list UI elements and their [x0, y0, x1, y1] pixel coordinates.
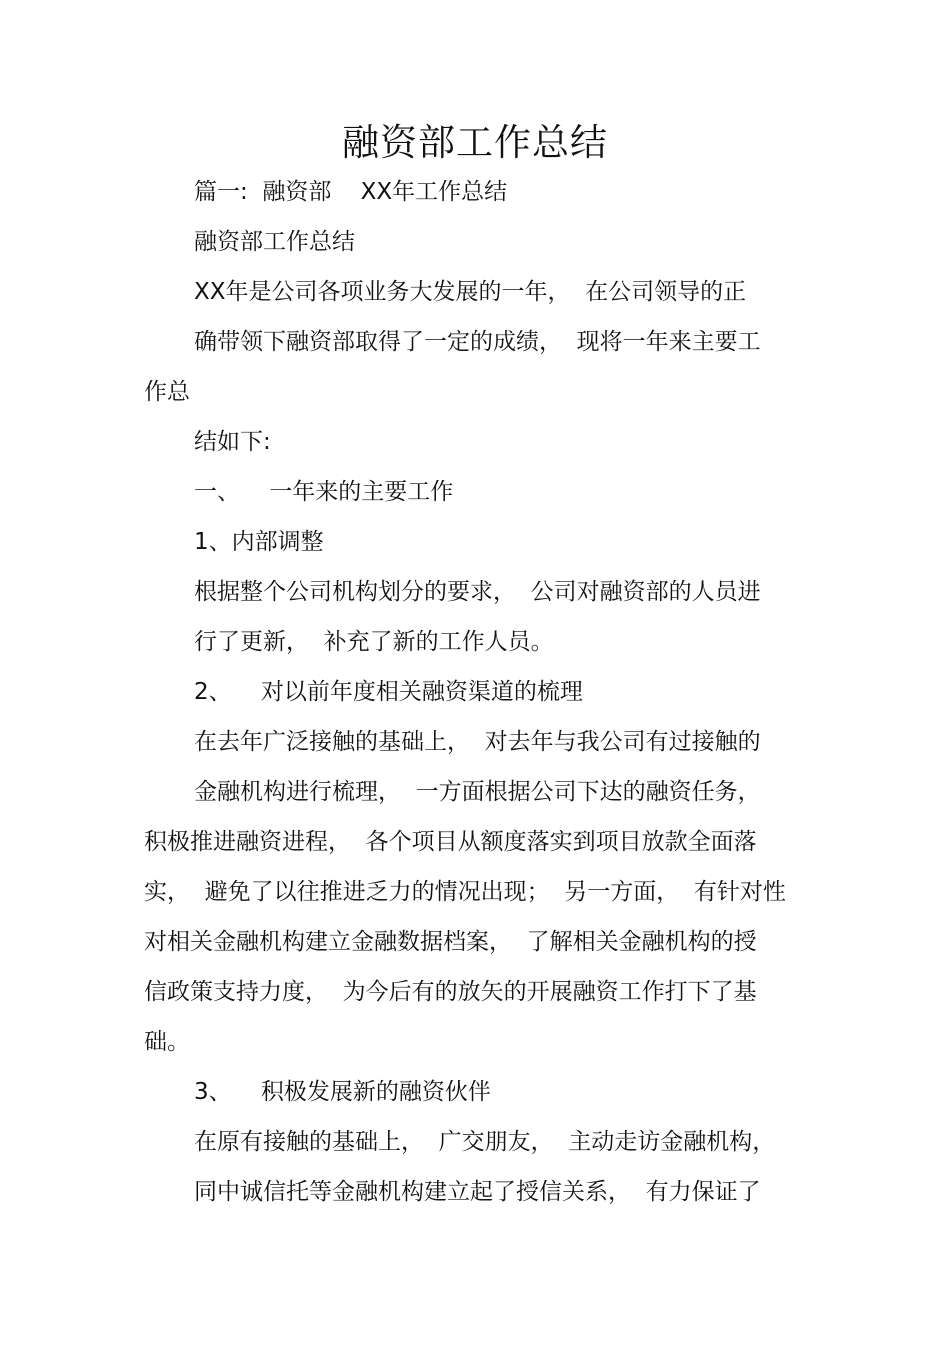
paragraph-line-9: 根据整个公司机构划分的要求， 公司对融资部的人员进 — [194, 579, 761, 605]
paragraph-line-6: 结如下: — [194, 429, 271, 455]
paragraph-line-15: 实， 避免了以往推进乏力的情况出现； 另一方面， 有针对性 — [144, 879, 786, 905]
paragraph-line-13: 金融机构进行梳理， 一方面根据公司下达的融资任务， — [194, 779, 761, 805]
paragraph-line-4: 确带领下融资部取得了一定的成绩， 现将一年来主要工 — [194, 329, 761, 355]
paragraph-line-21: 同中诚信托等金融机构建立起了授信关系， 有力保证了 — [194, 1179, 761, 1205]
paragraph-line-20: 在原有接触的基础上， 广交朋友， 主动走访金融机构， — [194, 1129, 776, 1155]
subheading-3: 3、 积极发展新的融资伙伴 — [194, 1079, 491, 1105]
subheading-1: 1、内部调整 — [194, 529, 324, 555]
subheading-2: 2、 对以前年度相关融资渠道的梳理 — [194, 679, 583, 705]
paragraph-line-2: 融资部工作总结 — [194, 229, 355, 255]
paragraph-line-10: 行了更新， 补充了新的工作人员。 — [194, 629, 554, 655]
section-heading-1: 一、 一年来的主要工作 — [194, 479, 454, 505]
paragraph-line-12: 在去年广泛接触的基础上， 对去年与我公司有过接触的 — [194, 729, 761, 755]
paragraph-line-17: 信政策支持力度， 为今后有的放矢的开展融资工作打下了基 — [144, 979, 757, 1005]
paragraph-line-14: 积极推进融资进程， 各个项目从额度落实到项目放款全面落 — [144, 829, 757, 855]
paragraph-line-3: XX年是公司各项业务大发展的一年， 在公司领导的正 — [194, 279, 747, 305]
paragraph-line-18: 础。 — [144, 1029, 190, 1055]
document-title: 融资部工作总结 — [342, 121, 608, 164]
paragraph-line-1: 篇一: 融资部 XX年工作总结 — [194, 179, 508, 205]
paragraph-line-5: 作总 — [144, 379, 190, 405]
paragraph-line-16: 对相关金融机构建立金融数据档案， 了解相关金融机构的授 — [144, 929, 757, 955]
